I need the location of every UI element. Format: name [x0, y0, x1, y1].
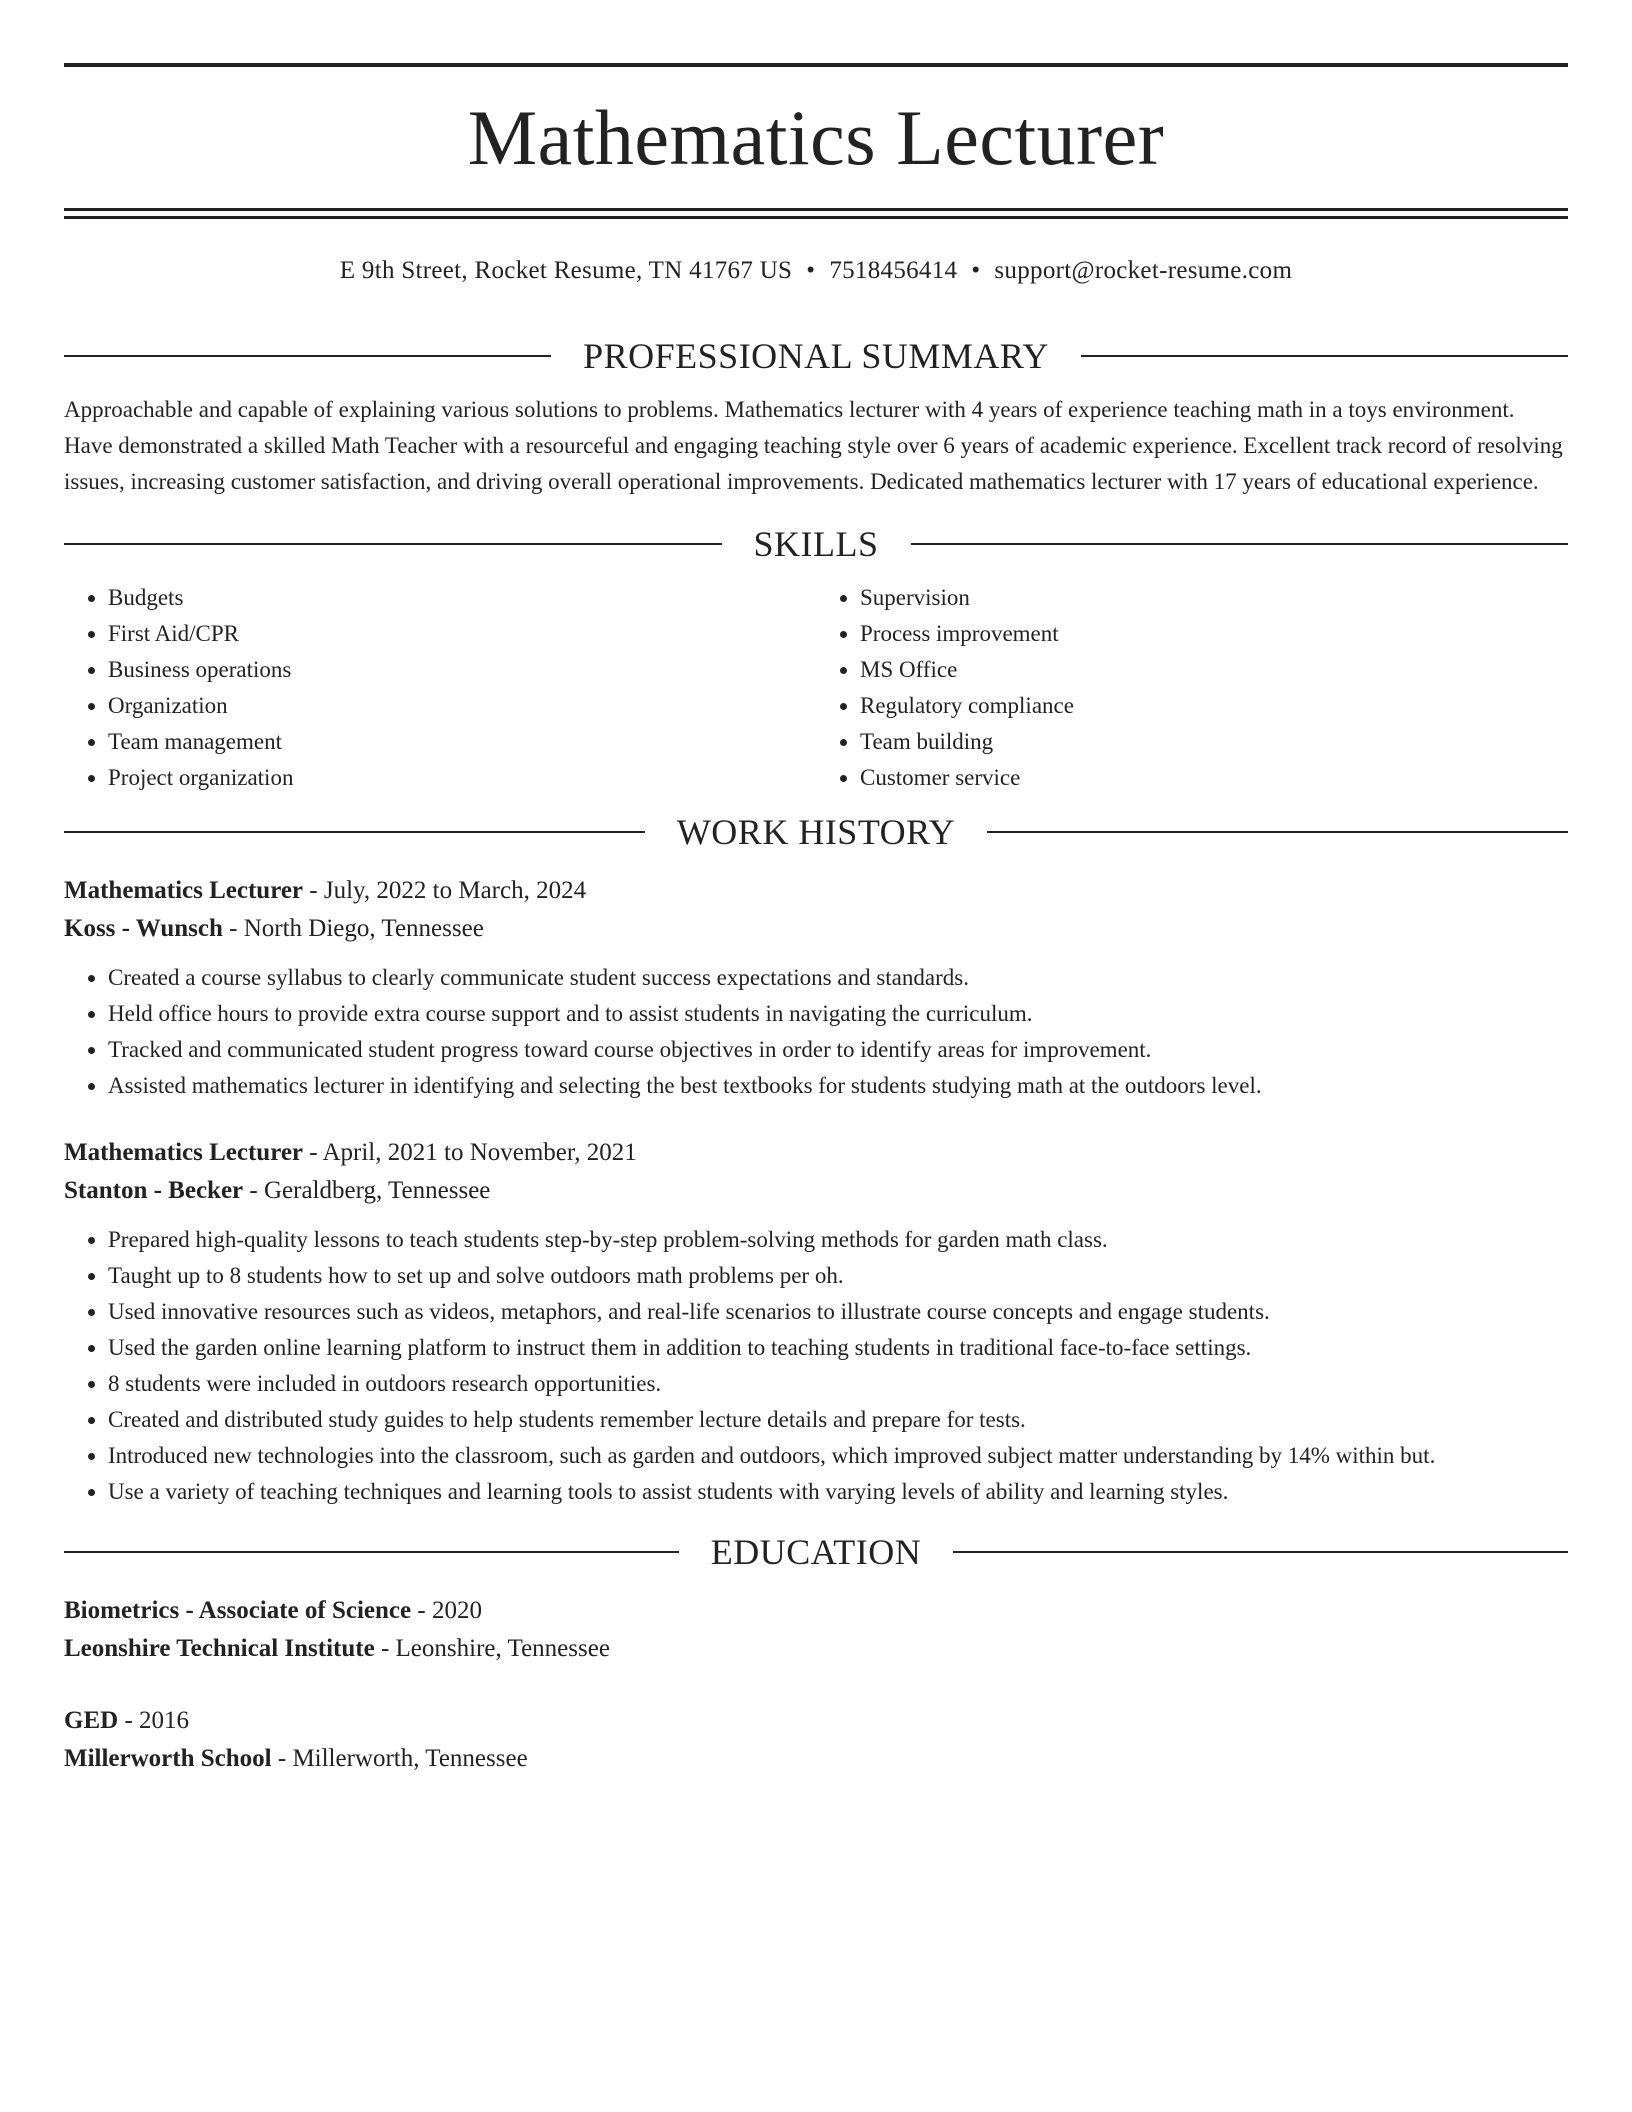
job-company-line [64, 1172, 1568, 1210]
job-bullet: • Used innovative resources such as videos, metaphors, and real-life scenarios to illustrate course concepts and engage students. [108, 1294, 1568, 1330]
job-company-line [64, 910, 1568, 948]
job-bullet: • Tracked and communicated student progress toward course objectives in order to identify areas for improvement. [108, 1032, 1568, 1068]
heading-rule-left [64, 543, 722, 545]
title-rule-lower [64, 216, 1568, 219]
job-entry [64, 1134, 1568, 1510]
job-bullet: • Taught up to 8 students how to set up and solve outdoors math problems per oh. [108, 1258, 1568, 1294]
section-title: EDUCATION [710, 1532, 922, 1572]
education-year: 2016 [139, 1707, 190, 1734]
job-company: Stanton - Becker [64, 1177, 244, 1204]
section-heading-education [64, 1526, 1568, 1578]
title-rule-upper [64, 208, 1568, 211]
job-bullets [64, 1222, 1568, 1510]
skill-item: • First Aid/CPR [108, 616, 816, 652]
education-school-line [64, 1630, 1568, 1668]
job-title: Mathematics Lecturer [64, 877, 304, 904]
skills-column-right [816, 580, 1568, 796]
skills-column-left [64, 580, 816, 796]
education-degree: Biometrics - Associate of Science [64, 1597, 412, 1624]
education-entry [64, 1592, 1568, 1668]
heading-rule-right [911, 543, 1569, 545]
skill-item: • Supervision [860, 580, 1568, 616]
job-bullet: • Created and distributed study guides to help students remember lecture details and prepare for tests. [108, 1402, 1568, 1438]
skill-item: • Team management [108, 724, 816, 760]
job-dates: April, 2021 to November, 2021 [322, 1139, 637, 1166]
education-location: Leonshire, Tennessee [395, 1635, 610, 1662]
top-rule [64, 63, 1568, 67]
dash: - [380, 1635, 390, 1662]
summary-text: Approachable and capable of explaining various solutions to problems. Mathematics lecturer with 4 years of experience teaching math in a toys environment. Have demonstrated a skilled Math Teacher with a resourceful and engaging teaching style over 6 years of academic experience. Excellent track record of resolving issues, increasing customer satisfaction, and driving overall operational improvements. Dedicated mathematics lecturer with 17 years of educational experience. [64, 397, 1563, 494]
contact-email: support@rocket-resume.com [994, 257, 1293, 284]
job-bullets [64, 960, 1568, 1104]
section-title: WORK HISTORY [676, 812, 956, 852]
skill-item: • Regulatory compliance [860, 688, 1568, 724]
job-bullet: • Held office hours to provide extra course support and to assist students in navigating the curriculum. [108, 996, 1568, 1032]
skills-list [64, 580, 1568, 796]
section-title: SKILLS [753, 524, 879, 564]
skill-item: • Budgets [108, 580, 816, 616]
dash: - [249, 1177, 258, 1204]
dash: - [277, 1745, 287, 1772]
education-degree-line [64, 1592, 1568, 1630]
skill-item: • Business operations [108, 652, 816, 688]
heading-rule-left [64, 355, 551, 357]
education-location: Millerworth, Tennessee [292, 1745, 528, 1772]
dash: - [229, 915, 238, 942]
dash: - [124, 1707, 133, 1734]
skill-item: • Process improvement [860, 616, 1568, 652]
education-school: Leonshire Technical Institute [64, 1635, 375, 1662]
job-location: Geraldberg, Tennessee [263, 1177, 491, 1204]
section-title: PROFESSIONAL SUMMARY [583, 336, 1049, 376]
job-bullet: • 8 students were included in outdoors research opportunities. [108, 1366, 1568, 1402]
job-title-line [64, 872, 1568, 910]
education-entry [64, 1702, 1568, 1778]
heading-rule-left [64, 831, 645, 833]
job-bullet: • Created a course syllabus to clearly communicate student success expectations and standards. [108, 960, 1568, 996]
skill-item: • Organization [108, 688, 816, 724]
resume-content [64, 330, 1568, 1778]
job-title: Mathematics Lecturer [64, 1139, 304, 1166]
skill-item: • Customer service [860, 760, 1568, 796]
heading-rule-right [953, 1551, 1568, 1553]
dash: - [309, 1139, 318, 1166]
dash: - [309, 877, 318, 904]
education-year: 2020 [431, 1597, 482, 1624]
resume-title: Mathematics Lecturer [467, 94, 1165, 181]
section-heading-summary [64, 330, 1568, 382]
contact-phone: 7518456414 [829, 257, 958, 284]
skill-item: • MS Office [860, 652, 1568, 688]
education-school: Millerworth School [64, 1745, 272, 1772]
education-degree-line [64, 1702, 1568, 1740]
contact-line [64, 255, 1568, 287]
job-bullet: • Used the garden online learning platform to instruct them in addition to teaching students in traditional face-to-face settings. [108, 1330, 1568, 1366]
job-bullet: • Assisted mathematics lecturer in identifying and selecting the best textbooks for students studying math at the outdoors level. [108, 1068, 1568, 1104]
section-heading-work [64, 806, 1568, 858]
contact-separator: • [971, 257, 981, 284]
job-location: North Diego, Tennessee [243, 915, 484, 942]
job-entry [64, 872, 1568, 1104]
job-bullet: • Use a variety of teaching techniques and learning tools to assist students with varying levels of ability and learning styles. [108, 1474, 1568, 1510]
skill-item: • Team building [860, 724, 1568, 760]
heading-rule-left [64, 1551, 679, 1553]
job-company: Koss - Wunsch [64, 915, 223, 942]
job-title-line [64, 1134, 1568, 1172]
job-bullet: • Prepared high-quality lessons to teach students step-by-step problem-solving methods for garden math class. [108, 1222, 1568, 1258]
job-bullet: • Introduced new technologies into the classroom, such as garden and outdoors, which improved subject matter understanding by 14% within but. [108, 1438, 1568, 1474]
education-school-line [64, 1740, 1568, 1778]
heading-rule-right [987, 831, 1568, 833]
section-heading-skills [64, 518, 1568, 570]
heading-rule-right [1081, 355, 1568, 357]
contact-address: E 9th Street, Rocket Resume, TN 41767 US [339, 257, 793, 284]
dash: - [417, 1597, 426, 1624]
contact-separator: • [806, 257, 816, 284]
education-degree: GED [64, 1707, 119, 1734]
job-dates: July, 2022 to March, 2024 [323, 877, 587, 904]
skill-item: • Project organization [108, 760, 816, 796]
